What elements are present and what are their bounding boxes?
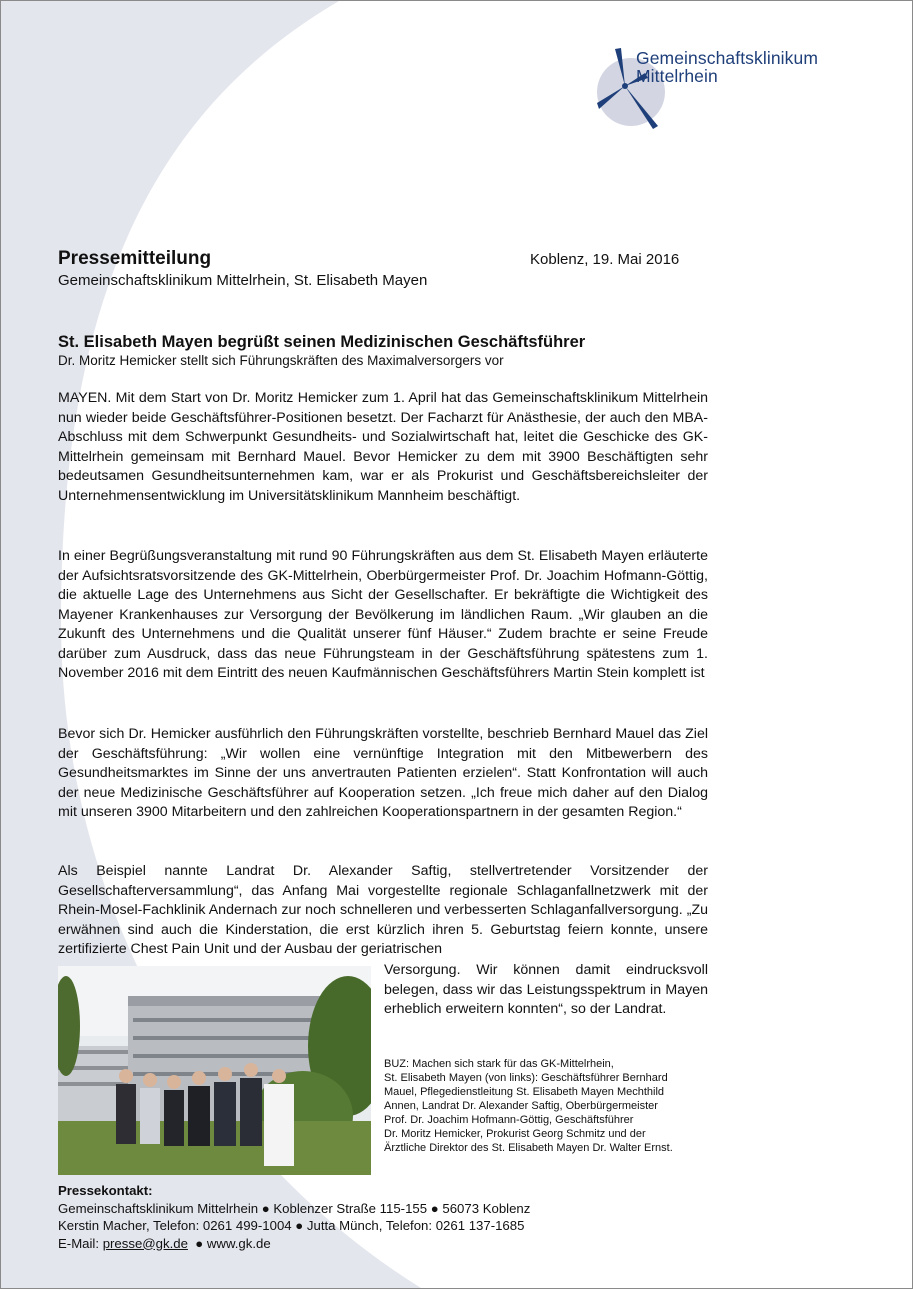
web-separator: ● bbox=[187, 1235, 207, 1251]
contact-title: Pressekontakt: bbox=[58, 1183, 153, 1198]
clinic-logo bbox=[595, 46, 855, 131]
paragraph-4-continued: Versorgung. Wir können damit eindrucksvoll belegen, dass wir das Leistungsspektrum in Mayen erheblich erweitern konnten“, so der Landrat. bbox=[384, 962, 708, 1017]
logo-line-2: Mittelrhein bbox=[636, 66, 718, 86]
contact-phones: Kerstin Macher, Telefon: 0261 499-1004 ● Jutta Münch, Telefon: 0261 137-1685 bbox=[58, 1218, 525, 1233]
caption-line: Annen, Landrat Dr. Alexander Saftig, Oberbürgermeister bbox=[384, 1100, 658, 1112]
website-link[interactable]: www.gk.de bbox=[206, 1235, 271, 1251]
document-subtitle: Gemeinschaftsklinikum Mittelrhein, St. Elisabeth Mayen bbox=[58, 272, 428, 289]
paragraph-3: Bevor sich Dr. Hemicker ausführlich den Führungskräften vorstellte, beschrieb Bernhard Mauel das Ziel der Geschäftsführung: „Wir wollen eine vernünftige Integration mit den Mitbewerbern des Gesundheitsmarktes im Sinne der uns anvertrauten Patienten erzielen“. Statt Konfrontation will auch der neue Medizinische Geschäftsführer auf Kooperation setzen. „Ich freue mich daher auf den Dialog mit unseren 3900 Mitarbeitern und den zahlreichen Kooperationspartnern in der gesamten Region.“ bbox=[58, 726, 708, 820]
document-title: Pressemitteilung bbox=[58, 248, 212, 269]
caption-line: BUZ: Machen sich stark für das GK-Mittelrhein, bbox=[384, 1058, 614, 1070]
caption-line: Mauel, Pflegedienstleitung St. Elisabeth Mayen Mechthild bbox=[384, 1086, 665, 1098]
caption-line: Prof. Dr. Joachim Hofmann-Göttig, Geschäftsführer bbox=[384, 1114, 634, 1126]
contact-online bbox=[58, 1235, 530, 1253]
email-link[interactable]: presse@gk.de bbox=[102, 1235, 188, 1251]
caption-line: Ärztliche Direktor des St. Elisabeth Mayen Dr. Walter Ernst. bbox=[384, 1142, 673, 1154]
paragraph-2: In einer Begrüßungsveranstaltung mit rund 90 Führungskräften aus dem St. Elisabeth Mayen erläuterte der Aufsichtsratsvorsitzende des GK-Mittelrhein, Oberbürgermeister Prof. Dr. Joachim Hofmann-Göttig, die aktuelle Lage des Unternehmens aus Sicht der Gesellschafter. Er bekräftigte die Wichtigkeit des Mayener Krankenhauses zur Versorgung der Bevölkerung im ländlichen Raum. „Wir glauben an die Zukunft des Unternehmens und die Qualität unserer fünf Häuser.“ Zudem brachte er seine Freude darüber zum Ausdruck, dass das neue Führungsteam in der Geschäftsführung spätestens zum 1. November 2016 mit dem Eintritt des neuen Kaufmännischen Geschäftsführers Martin Stein komplett ist bbox=[58, 548, 708, 681]
photo-caption bbox=[384, 1057, 714, 1155]
logo-wordmark bbox=[636, 49, 818, 85]
paragraph-4: Als Beispiel nannte Landrat Dr. Alexander Saftig, stellvertretender Vorsitzender der Gesellschafterversammlung“, das Anfang Mai vorgestellte regionale Schlaganfallnetzwerk mit der Rhein-Mosel-Fachklinik Andernach zur noch schnelleren und verbesserten Schlaganfallversorgung. „Zu erwähnen sind auch die Kinderstation, die erst kürzlich ihren 5. Geburtstag feiern konnte, unsere zertifizierte Chest Pain Unit und der Ausbau der geriatrischen bbox=[58, 863, 708, 957]
press-contact bbox=[58, 1182, 530, 1252]
paragraph-1: MAYEN. Mit dem Start von Dr. Moritz Hemicker zum 1. April hat das Gemeinschaftsklinikum Mittelrhein nun wieder beide Geschäftsführer-Positionen besetzt. Der Facharzt für Anästhesie, der auch den MBA-Abschluss mit dem Schwerpunkt Gesundheits- und Sozialwirtschaft hat, leitet die Geschicke des GK-Mittelrhein gemeinsam mit Bernhard Mauel. Bevor Hemicker zu dem mit 3900 Beschäftigten sehr bedeutsamen Gesundheitsunternehmen kam, war er als Prokurist und Geschäftsbereichsleiter der Unternehmensentwicklung im Universitätsklinikum Mannheim beschäftigt. bbox=[58, 390, 708, 504]
article-subline: Dr. Moritz Hemicker stellt sich Führungskräften des Maximalversorgers vor bbox=[58, 353, 504, 368]
contact-address: Gemeinschaftsklinikum Mittelrhein ● Koblenzer Straße 115-155 ● 56073 Koblenz bbox=[58, 1200, 531, 1216]
logo-line-1: Gemeinschaftsklinikum bbox=[636, 48, 819, 68]
email-label: E-Mail: bbox=[58, 1235, 103, 1251]
group-photo bbox=[58, 966, 371, 1175]
caption-line: Dr. Moritz Hemicker, Prokurist Georg Schmitz und der bbox=[384, 1128, 646, 1140]
article-headline: St. Elisabeth Mayen begrüßt seinen Medizinischen Geschäftsführer bbox=[58, 333, 586, 351]
document-date: Koblenz, 19. Mai 2016 bbox=[530, 251, 680, 268]
caption-line: St. Elisabeth Mayen (von links): Geschäftsführer Bernhard bbox=[384, 1072, 668, 1084]
